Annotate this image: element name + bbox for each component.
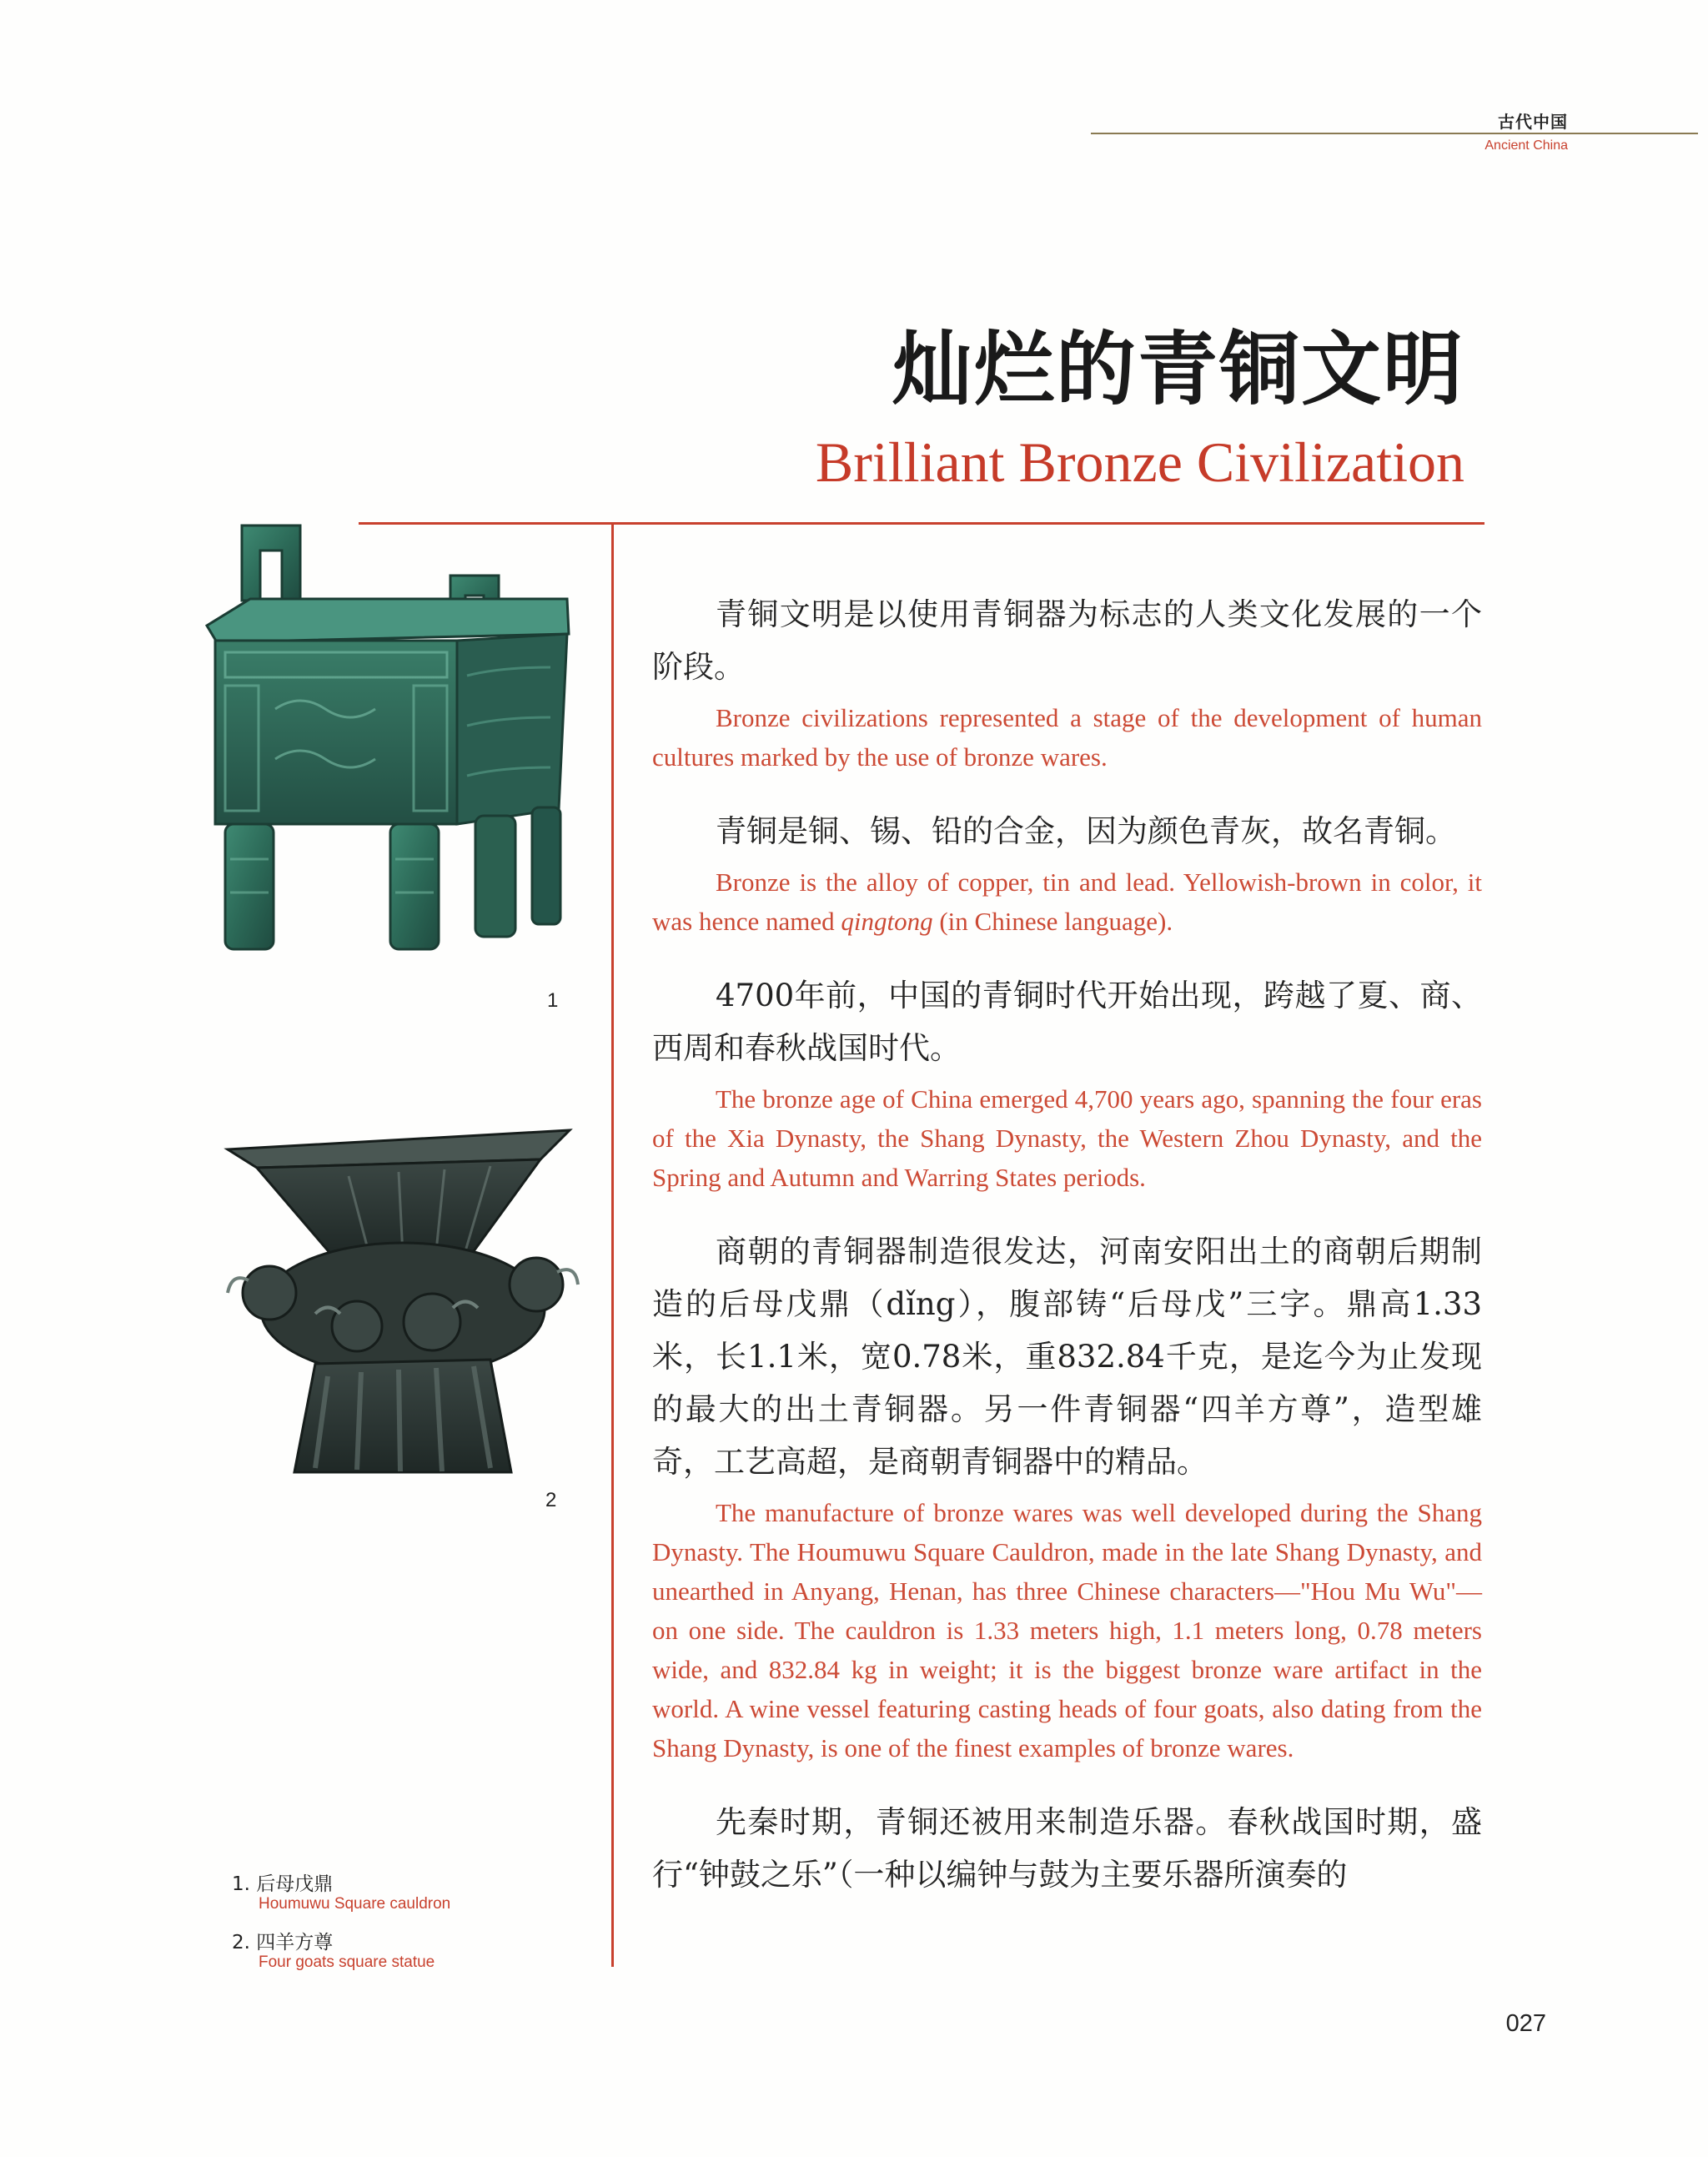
caption-1-cn: 1. 后母戊鼎 bbox=[232, 1873, 334, 1895]
houmuwu-cauldron-image bbox=[200, 509, 575, 959]
text-column bbox=[652, 588, 1482, 1901]
page-title-en: Brilliant Bronze Civilization bbox=[815, 430, 1464, 494]
paragraph-en: The manufacture of bronze wares was well developed during the Shang Dynasty. The Houmuwu Square Cauldron, made in the late Shang Dynasty, and unearthed in Anyang, Henan, has three Chinese characters—"Hou Mu Wu"—on one side. The cauldron is 1.33 meters high, 1.1 meters long, 0.78 meters wide, and 832.84 kg in weight; it is the biggest bronze ware artifact in the world. A wine vessel featuring casting heads of four goats, also dating from the Shang Dynasty, is one of the finest examples of bronze wares. bbox=[652, 1498, 1482, 1762]
italic-term: qingtong bbox=[841, 907, 933, 936]
page-title-cn: 灿烂的青铜文明 bbox=[892, 322, 1464, 416]
paragraph-en: Bronze civilizations represented a stage of the development of human cultures marked by the use of bronze wares. bbox=[652, 703, 1482, 772]
caption-2-cn: 2. 四羊方尊 bbox=[232, 1932, 334, 1953]
paragraph-cn: 商朝的青铜器制造很发达，河南安阳出土的商朝后期制造的后母戊鼎（dǐng），腹部铸“后母戊”三字。鼎高1.33米，长1.1米，宽0.78米，重832.84千克，是迄今为止发现的最大的出土青铜器。另一件青铜器“四羊方尊”，造型雄奇，工艺高超，是商朝青铜器中的精品。 bbox=[652, 1234, 1482, 1480]
section-title-en: Ancient China bbox=[1484, 138, 1568, 153]
section-title-cn: 古代中国 bbox=[1498, 112, 1568, 132]
four-goats-zun-image bbox=[224, 1118, 582, 1476]
caption-2-en: Four goats square statue bbox=[259, 1953, 435, 1971]
paragraph-cn: 青铜是铜、锡、铅的合金，因为颜色青灰，故名青铜。 bbox=[716, 813, 1456, 849]
caption-1-en: Houmuwu Square cauldron bbox=[259, 1895, 451, 1913]
figure-number-2: 2 bbox=[545, 1489, 557, 1511]
page-number: 027 bbox=[1505, 2010, 1546, 2037]
paragraph-cn: 青铜文明是以使用青铜器为标志的人类文化发展的一个阶段。 bbox=[652, 596, 1482, 685]
paragraph-en: The bronze age of China emerged 4,700 years ago, spanning the four eras of the Xia Dynasty, the Shang Dynasty, the Western Zhou Dynasty, and the Spring and Autumn and Warring States periods. bbox=[652, 1084, 1482, 1192]
paragraph-cn: 4700年前，中国的青铜时代开始出现，跨越了夏、商、西周和春秋战国时代。 bbox=[652, 978, 1482, 1066]
figure-number-1: 1 bbox=[547, 989, 559, 1012]
header-rule bbox=[1091, 133, 1698, 134]
column-rule bbox=[611, 524, 614, 1967]
paragraph-en: Bronze is the alloy of copper, tin and lead. Yellowish-brown in color, it was hence named qingtong (in Chinese language). bbox=[652, 867, 1482, 936]
paragraph-cn: 先秦时期，青铜还被用来制造乐器。春秋战国时期，盛行“钟鼓之乐”（一种以编钟与鼓为主要乐器所演奏的 bbox=[652, 1804, 1482, 1893]
